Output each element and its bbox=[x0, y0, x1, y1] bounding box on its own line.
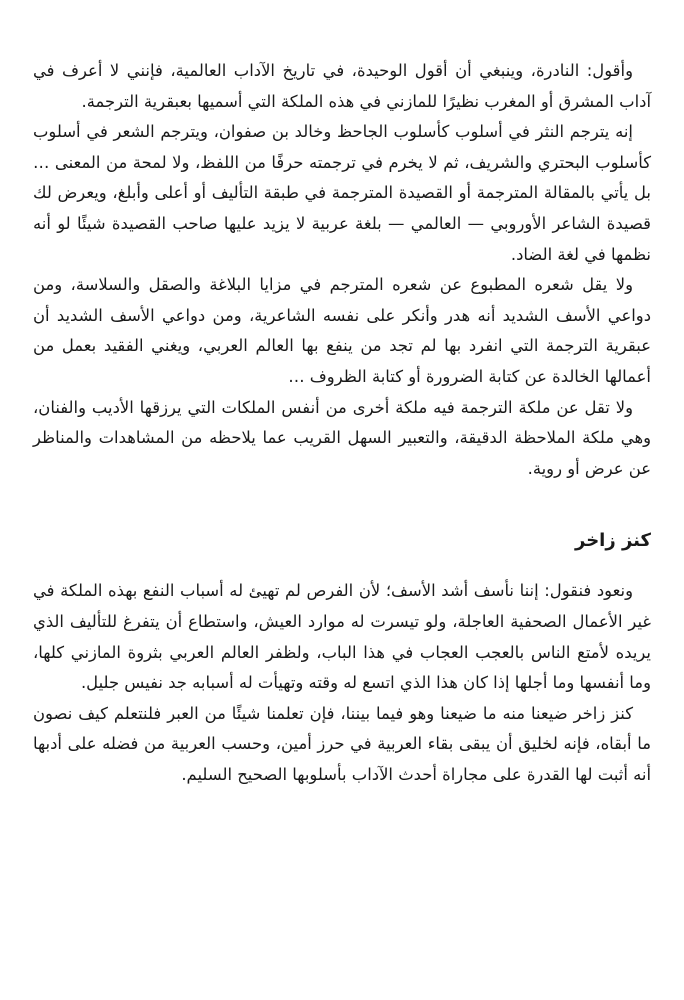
paragraph: إنه يترجم النثر في أسلوب كأسلوب الجاحظ وخالد بن صفوان، ويترجم الشعر في أسلوب كأسلوب البحتري والشريف، ثم لا يخرم في ترجمته حرفًا من اللفظ، ولا لمحة من المعنى … بل يأتي بالمقالة المترجمة أو القصيدة المترجمة في طبقة التأليف أو أعلى وأبلغ، ويعرض لك قصيدة الشاعر الأوروبي — العالمي — بلغة عربية لا يزيد عليها صاحب القصيدة شيئًا لو أنه نظمها في لغة الضاد. bbox=[33, 122, 651, 264]
paragraph: وأقول: النادرة، وينبغي أن أقول الوحيدة، في تاريخ الآداب العالمية، فإنني لا أعرف في آداب المشرق أو المغرب نظيرًا للمازني في هذه الملكة التي أسميها بعبقرية الترجمة. bbox=[33, 61, 651, 111]
paragraph: كنز زاخر ضيعنا منه ما ضيعنا وهو فيما بيننا، فإن تعلمنا شيئًا من العبر فلنتعلم كيف نصون ما أبقاه، فإنه لخليق أن يبقى بقاء العربية في حرز أمين، وحسب العربية من فضله على أدبها أنه أثبت لها القدرة على مجاراة أحدث الآداب بأسلوبها الصحيح السليم. bbox=[33, 703, 651, 784]
paragraph: ولا يقل شعره المطبوع عن شعره المترجم في مزايا البلاغة والصقل والسلاسة، ومن دواعي الأسف الشديد أنه هدر وأنكر على نفسه الشاعرية، ومن دواعي الأسف الشديد أن عبقرية الترجمة التي انفرد بها لم تجد من ينفع بها العالم العربي، ويغني الفقيد بعمل من أعمالها الخالدة عن كتابة الضرورة أو كتابة الظروف … bbox=[33, 275, 651, 386]
paragraph: ولا تقل عن ملكة الترجمة فيه ملكة أخرى من أنفس الملكات التي يرزقها الأديب والفنان، وهي ملكة الملاحظة الدقيقة، والتعبير السهل القريب عما يلاحظه من المشاهدات والمناظر عن عرض أو روية. bbox=[33, 397, 651, 478]
paragraph: ونعود فنقول: إننا نأسف أشد الأسف؛ لأن الفرص لم تهيئ له أسباب النفع بهذه الملكة في غير الأعمال الصحفية العاجلة، ولو تيسرت له موارد العيش، واستطاع أن يتفرغ للتأليف الذي يريده لأمتع الناس بالعجب العجاب في هذا الباب، ولظفر العالم العربي بثروة المازني كلها، وما أنفسها وما أجلها إذا كان هذا الذي اتسع له وقته وتهيأت له أسبابه جد نفيس جليل. bbox=[33, 581, 651, 693]
section-heading: كنز زاخر bbox=[575, 530, 651, 552]
